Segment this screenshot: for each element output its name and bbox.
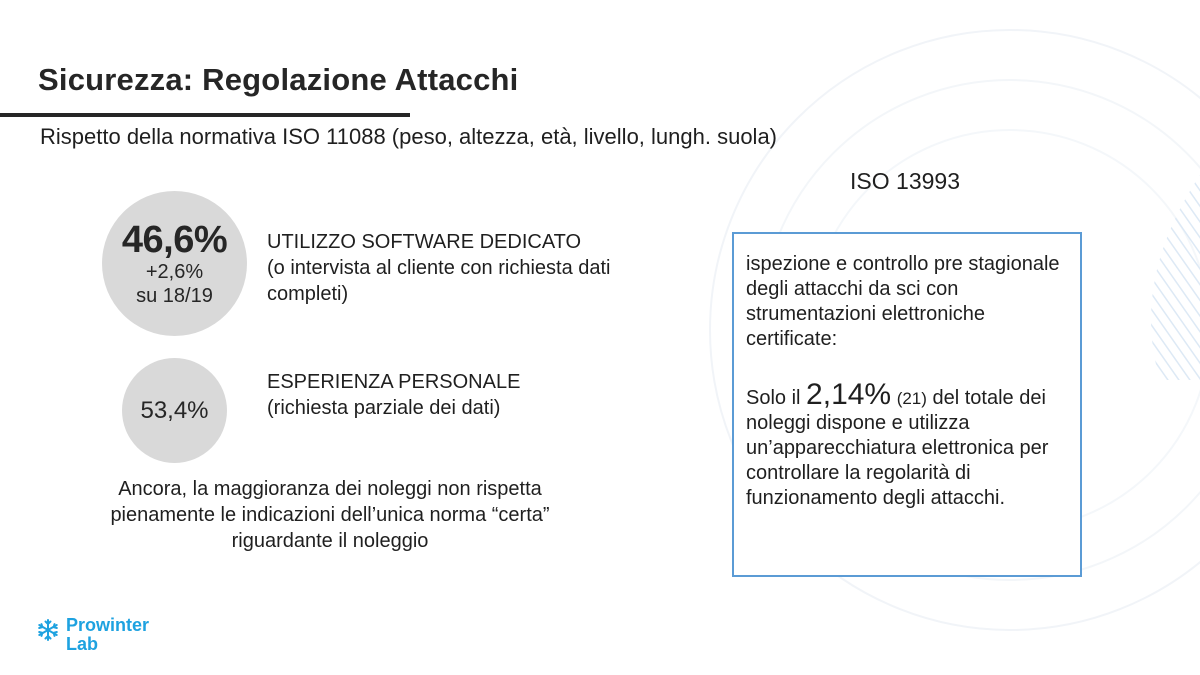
software-detail: (o intervista al cliente con richiesta dati completi) bbox=[267, 257, 611, 305]
iso-prefix: Solo il bbox=[746, 387, 801, 409]
iso-intro: ispezione e controllo pre stagionale degli attacchi da sci con strumentazioni elettroniche certificate: bbox=[746, 253, 1060, 350]
software-label: UTILIZZO SOFTWARE DEDICATO bbox=[267, 231, 582, 253]
software-stat-circle bbox=[102, 191, 247, 336]
logo-line-1: Prowinter bbox=[66, 615, 150, 635]
software-label-block bbox=[267, 229, 667, 307]
iso-heading: ISO 13993 bbox=[850, 168, 960, 194]
personal-stat-circle bbox=[122, 358, 227, 463]
software-compare-period: su 18/19 bbox=[136, 284, 213, 307]
personal-percentage: 53,4% bbox=[140, 396, 209, 424]
iso-percentage: 2,14% bbox=[806, 378, 892, 411]
logo-line-2: Lab bbox=[66, 634, 99, 654]
logo-text bbox=[66, 616, 149, 654]
iso-suffix: del totale dei noleggi dispone e utilizza un’apparecchiatura elettronica per controllare la regolarità di funzionamento degli attacchi. bbox=[746, 387, 1049, 509]
software-percentage: 46,6% bbox=[121, 218, 228, 261]
slide-subtitle: Rispetto della normativa ISO 11088 (peso, altezza, età, livello, lungh. suola) bbox=[40, 124, 777, 149]
personal-label: ESPERIENZA PERSONALE bbox=[267, 371, 521, 393]
prowinter-logo bbox=[36, 616, 149, 654]
title-underline bbox=[0, 113, 410, 117]
snowflake-icon bbox=[36, 618, 60, 642]
conclusion-note: Ancora, la maggioranza dei noleggi non rispetta pienamente le indicazioni dell’unica norma “certa” riguardante il noleggio bbox=[110, 478, 550, 552]
slide-title: Sicurezza: Regolazione Attacchi bbox=[38, 62, 519, 97]
iso-count: (21) bbox=[896, 389, 927, 408]
software-delta: +2,6% bbox=[145, 260, 204, 283]
personal-detail: (richiesta parziale dei dati) bbox=[267, 397, 501, 419]
iso-info-box bbox=[732, 232, 1082, 577]
personal-label-block bbox=[267, 369, 667, 421]
iso-statement bbox=[746, 378, 1070, 511]
iso-spacer bbox=[746, 352, 1070, 382]
